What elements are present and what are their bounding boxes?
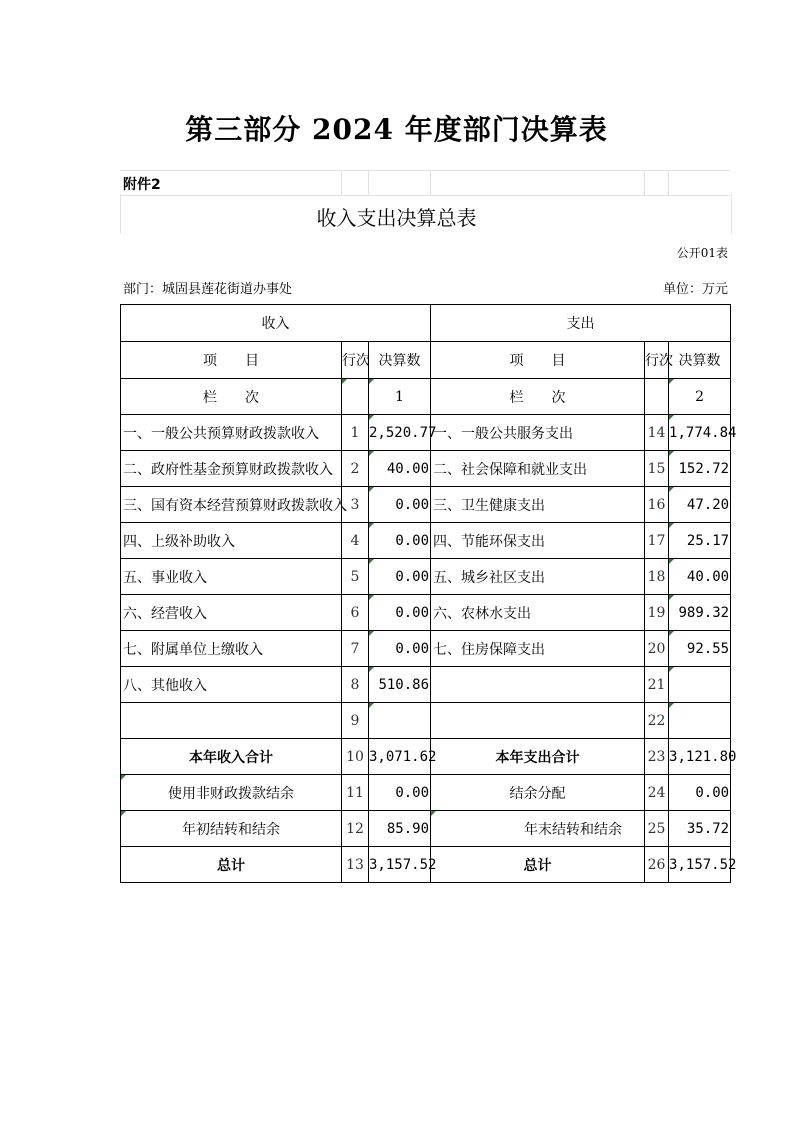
expense-line-cell: 20 xyxy=(645,631,669,667)
non-fiscal-line: 11 xyxy=(342,775,369,811)
expense-item-cell: 五、城乡社区支出 xyxy=(431,559,645,595)
expense-line-cell: 17 xyxy=(645,523,669,559)
expense-item-cell xyxy=(431,703,645,739)
attachment-label: 附件2 xyxy=(123,177,161,193)
grand-income-line: 13 xyxy=(342,847,369,883)
grand-expense-label: 总计 xyxy=(431,847,645,883)
expense-col-no: 2 xyxy=(669,379,731,415)
begin-balance-line: 12 xyxy=(342,811,369,847)
income-item-cell: 八、其他收入 xyxy=(121,667,342,703)
income-amount-cell: 0.00 xyxy=(369,595,431,631)
distribution-label: 结余分配 xyxy=(431,775,645,811)
table-row xyxy=(121,523,731,559)
expense-line-cell: 16 xyxy=(645,487,669,523)
expense-item-cell: 六、农林水支出 xyxy=(431,595,645,631)
grand-expense-amount: 3,157.52 xyxy=(669,847,731,883)
table-row xyxy=(121,451,731,487)
table-row xyxy=(121,667,731,703)
department-label: 部门：城固县莲花街道办事处 xyxy=(123,282,293,297)
income-amount-cell: 0.00 xyxy=(369,523,431,559)
income-amount-cell: 40.00 xyxy=(369,451,431,487)
distribution-amount: 0.00 xyxy=(669,775,731,811)
expense-line-cell: 19 xyxy=(645,595,669,631)
income-amount-cell: 0.00 xyxy=(369,559,431,595)
distribution-line: 24 xyxy=(645,775,669,811)
income-line-cell: 5 xyxy=(342,559,369,595)
expense-item-cell xyxy=(431,667,645,703)
income-amount-cell: 2,520.77 xyxy=(369,415,431,451)
income-line-blank xyxy=(342,379,369,415)
expense-line-cell: 14 xyxy=(645,415,669,451)
income-column-order: 栏 次 xyxy=(121,379,342,415)
expense-item-cell: 一、一般公共服务支出 xyxy=(431,415,645,451)
non-fiscal-amount: 0.00 xyxy=(369,775,431,811)
income-item-cell: 一、一般公共预算财政拨款收入 xyxy=(121,415,342,451)
table-row xyxy=(121,415,731,451)
income-amount-cell: 0.00 xyxy=(369,631,431,667)
page-title: 第三部分 2024 年度部门决算表 xyxy=(185,113,608,146)
expense-amount-cell: 92.55 xyxy=(669,631,731,667)
income-amount-header: 决算数 xyxy=(369,342,431,379)
column-order-row xyxy=(121,379,731,415)
income-item-header: 项 目 xyxy=(121,342,342,379)
expense-amount-cell: 152.72 xyxy=(669,451,731,487)
income-line-cell: 2 xyxy=(342,451,369,487)
income-amount-cell xyxy=(369,703,431,739)
year-income-label: 本年收入合计 xyxy=(121,739,342,775)
income-line-cell: 8 xyxy=(342,667,369,703)
expense-line-cell: 21 xyxy=(645,667,669,703)
non-fiscal-label: 使用非财政拨款结余 xyxy=(121,775,342,811)
gridline xyxy=(368,171,369,195)
table-subtitle: 收入支出决算总表 xyxy=(316,206,477,230)
income-item-cell: 四、上级补助收入 xyxy=(121,523,342,559)
income-expense-table xyxy=(120,304,737,883)
income-item-cell: 六、经营收入 xyxy=(121,595,342,631)
expense-amount-cell: 47.20 xyxy=(669,487,731,523)
expense-amount-cell: 989.32 xyxy=(669,595,731,631)
gridline xyxy=(341,171,342,195)
year-income-line: 10 xyxy=(342,739,369,775)
table-row xyxy=(121,631,731,667)
expense-line-cell: 22 xyxy=(645,703,669,739)
year-expense-line: 23 xyxy=(645,739,669,775)
income-amount-cell: 0.00 xyxy=(369,487,431,523)
expense-amount-header: 决算数 xyxy=(669,342,731,379)
gridline xyxy=(644,171,645,195)
income-line-cell: 4 xyxy=(342,523,369,559)
expense-amount-cell xyxy=(669,667,731,703)
expense-amount-cell: 1,774.84 xyxy=(669,415,731,451)
gridline xyxy=(668,171,669,195)
grand-income-amount: 3,157.52 xyxy=(369,847,431,883)
expense-header: 支出 xyxy=(431,305,731,342)
expense-amount-cell: 25.17 xyxy=(669,523,731,559)
grand-expense-line: 26 xyxy=(645,847,669,883)
year-expense-amount: 3,121.80 xyxy=(669,739,731,775)
income-item-cell: 二、政府性基金预算财政拨款收入 xyxy=(121,451,342,487)
expense-amount-cell: 40.00 xyxy=(669,559,731,595)
income-item-cell: 五、事业收入 xyxy=(121,559,342,595)
begin-balance-label: 年初结转和结余 xyxy=(121,811,342,847)
section-header-row xyxy=(121,305,731,342)
expense-amount-cell xyxy=(669,703,731,739)
income-item-cell: 七、附属单位上缴收入 xyxy=(121,631,342,667)
year-total-row xyxy=(121,739,731,775)
year-income-amount: 3,071.62 xyxy=(369,739,431,775)
end-balance-label: 年末结转和结余 xyxy=(431,811,645,847)
gridline xyxy=(430,171,431,195)
expense-line-blank xyxy=(645,379,669,415)
expense-item-cell: 二、社会保障和就业支出 xyxy=(431,451,645,487)
form-code: 公开01表 xyxy=(676,246,728,260)
income-header: 收入 xyxy=(121,305,431,342)
income-line-cell: 9 xyxy=(342,703,369,739)
income-line-cell: 1 xyxy=(342,415,369,451)
income-line-cell: 7 xyxy=(342,631,369,667)
table-row xyxy=(121,559,731,595)
income-col-no: 1 xyxy=(369,379,431,415)
income-line-cell: 3 xyxy=(342,487,369,523)
attachment-row xyxy=(120,170,730,196)
expense-line-header: 行次 xyxy=(645,342,669,379)
expense-line-cell: 15 xyxy=(645,451,669,487)
end-balance-line: 25 xyxy=(645,811,669,847)
year-expense-label: 本年支出合计 xyxy=(431,739,645,775)
expense-item-cell: 四、节能环保支出 xyxy=(431,523,645,559)
table-row xyxy=(121,595,731,631)
expense-item-cell: 三、卫生健康支出 xyxy=(431,487,645,523)
table-row xyxy=(121,703,731,739)
grand-total-row xyxy=(121,847,731,883)
income-item-cell xyxy=(121,703,342,739)
non-fiscal-row xyxy=(121,775,731,811)
expense-column-order: 栏 次 xyxy=(431,379,645,415)
income-line-cell: 6 xyxy=(342,595,369,631)
balance-row xyxy=(121,811,731,847)
begin-balance-amount: 85.90 xyxy=(369,811,431,847)
column-header-row xyxy=(121,342,731,379)
unit-label: 单位：万元 xyxy=(662,282,728,297)
expense-item-cell: 七、住房保障支出 xyxy=(431,631,645,667)
expense-item-header: 项 目 xyxy=(431,342,645,379)
table-row xyxy=(121,487,731,523)
income-amount-cell: 510.86 xyxy=(369,667,431,703)
income-line-header: 行次 xyxy=(342,342,369,379)
expense-line-cell: 18 xyxy=(645,559,669,595)
grand-income-label: 总计 xyxy=(121,847,342,883)
income-item-cell: 三、国有资本经营预算财政拨款收入 xyxy=(121,487,342,523)
end-balance-amount: 35.72 xyxy=(669,811,731,847)
